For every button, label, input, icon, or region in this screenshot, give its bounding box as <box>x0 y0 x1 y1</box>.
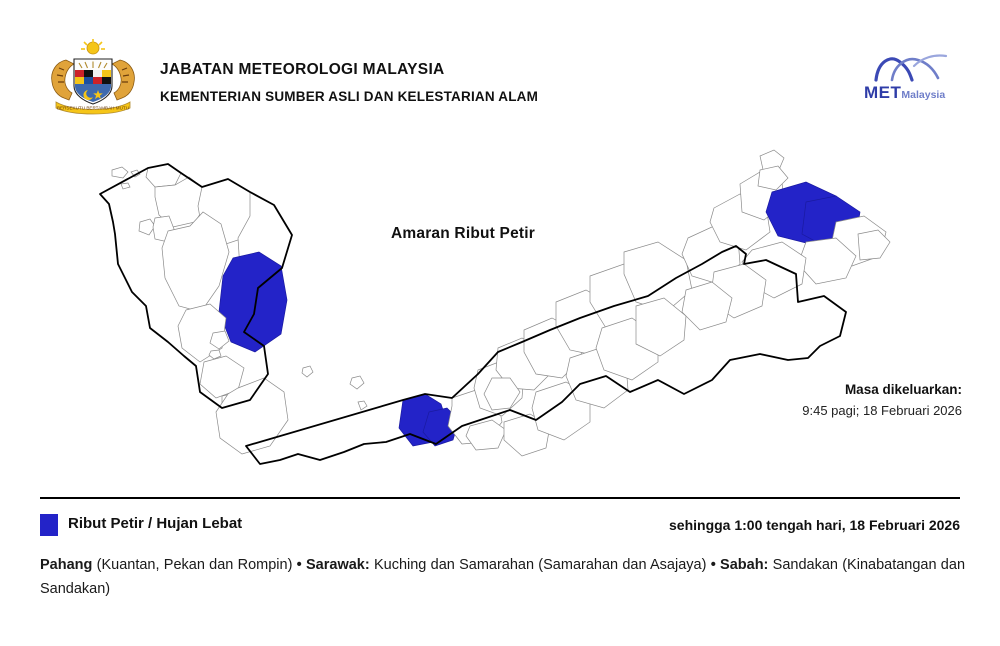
header-titles <box>160 60 538 107</box>
state-langkawi <box>112 167 128 178</box>
horizontal-divider <box>40 497 960 499</box>
met-logo-text <box>864 83 945 103</box>
legend-row <box>40 513 960 539</box>
legend-color-swatch <box>40 514 58 536</box>
island-east-1 <box>350 376 364 389</box>
areas-pahang: (Kuantan, Pekan dan Rompin) <box>96 557 293 573</box>
state-name-sabah: Sabah: <box>720 557 769 573</box>
areas-sarawak: Kuching dan Samarahan (Samarahan dan Asajaya) <box>373 557 707 573</box>
district-pitas <box>758 166 788 190</box>
state-pahang-alert <box>219 252 287 352</box>
malaysia-coat-of-arms-icon <box>38 38 148 116</box>
met-logo-sub: Malaysia <box>901 89 946 101</box>
borneo-group <box>246 150 890 464</box>
agency-title: JABATAN METEOROLOGI MALAYSIA <box>160 61 445 78</box>
valid-until-text: sehingga 1:00 tengah hari, 18 Februari 2026 <box>669 517 960 533</box>
legend-label: Ribut Petir / Hujan Lebat <box>68 515 243 532</box>
island-east-2 <box>358 401 367 410</box>
state-name-sarawak: Sarawak: <box>306 557 370 573</box>
issued-time-block <box>802 382 962 418</box>
issued-time-value: 9:45 pagi; 18 Februari 2026 <box>802 403 962 418</box>
svg-text:BERSEKUTU BERTAMBAH MUTU: BERSEKUTU BERTAMBAH MUTU <box>56 105 130 111</box>
bullet-separator-1: • <box>296 557 302 573</box>
map-svg <box>0 130 1000 490</box>
met-logo-main: MET <box>864 83 902 102</box>
peninsular-malaysia-group <box>100 164 367 454</box>
state-name-pahang: Pahang <box>40 557 93 573</box>
state-pulau-pinang-island <box>139 219 155 235</box>
page-header <box>0 0 1000 130</box>
island-tioman <box>302 366 313 377</box>
district-marudi <box>636 298 686 356</box>
bullet-separator-2: • <box>710 557 716 573</box>
areas-sabah: Sandakan (Kinabatangan dan Sandakan) <box>40 557 966 597</box>
map-title: Amaran Ribut Petir <box>391 225 535 242</box>
affected-areas-text <box>40 553 965 601</box>
ministry-subtitle: KEMENTERIAN SUMBER ASLI DAN KELESTARIAN ALAM <box>160 89 539 104</box>
issued-time-label: Masa dikeluarkan: <box>844 382 962 397</box>
malaysia-map <box>0 130 1000 490</box>
met-malaysia-logo <box>858 50 968 108</box>
island-small-2 <box>121 183 130 189</box>
